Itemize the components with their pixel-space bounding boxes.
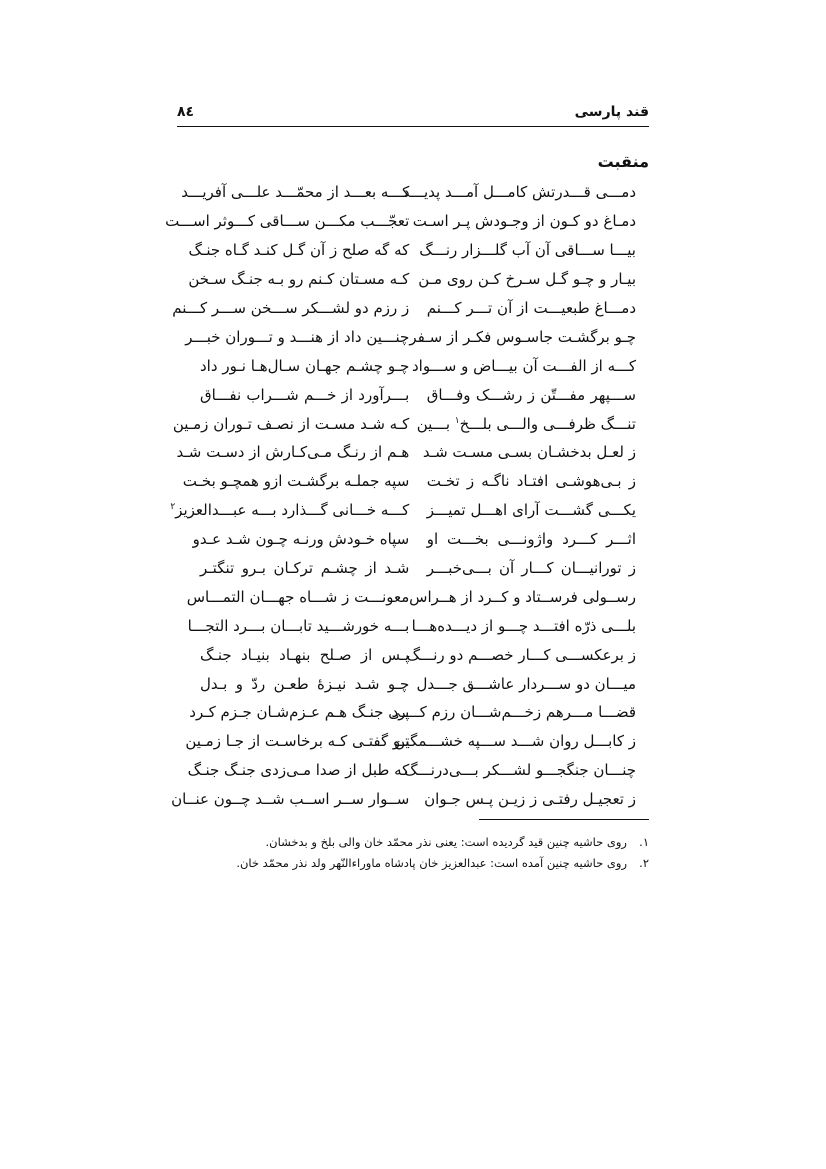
beyt [187,611,636,640]
hemistich-left [172,299,410,317]
hemistich-text: ز تورانیـــان کـــار آن بـــی‌خبـــر [426,559,636,578]
hemistich-text: کـه مسـتان کـنم رو بـه جنـگ سـخن [188,270,410,289]
hemistich-left [200,675,409,693]
footnote-number: ۱. [639,835,649,849]
hemistich-right [412,212,636,231]
hemistich-right [422,443,636,462]
hemistich-text: دمـــاغ طبعیـــت از آن تـــر کـــنم [426,299,636,317]
hemistich-text: ز رزم دو لشـــکر ســـخن ســـر کـــنم [172,299,410,317]
hemistich-text: دمـاغ دو کـون از وجـودش پـر اسـت [412,212,636,231]
beyt [181,178,636,207]
hemistich-right [427,299,636,317]
hemistich-left [165,212,410,231]
hemistich-left [171,790,410,809]
hemistich-text: معونـــت ز شـــاه جهـــان التمـــاس [186,587,410,606]
beyt [200,554,636,583]
beyt [192,525,636,554]
beyt [186,582,636,611]
beyt [176,438,636,467]
hemistich-left [185,327,410,346]
beyt [188,265,636,294]
hemistich-text: بـــه خورشـــید تابـــان بـــرد التجـــا [187,616,410,635]
footnote-separator [479,819,649,820]
hemistich-text: که طبل از صدا مـی‌زدی جنـگ جنـگ [187,761,410,780]
footnote-number: ۲. [639,856,649,870]
hemistich-text: یکـــی گشـــت آرای اهـــل تمیـــز [426,501,636,520]
beyt [187,756,636,785]
hemistich-text: که گه صلح ز آن گـل کنـد گـاه جنـگ [188,241,410,260]
hemistich-right [394,732,636,751]
hemistich-left [176,443,410,462]
hemistich-right [427,386,636,404]
hemistich-right [412,356,636,375]
hemistich-right [411,616,636,635]
hemistich-left [200,559,409,577]
hemistich-right [416,674,636,693]
beyt [170,496,636,525]
hemistich-text: ز تعجیـل رفتـی ز زیـن پـس جـوان [424,790,636,809]
hemistich-right [427,472,636,490]
footnote-text: روی حاشیه چنین قید گردیده است: یعنی نذر محمّد خان والی بلخ و بدخشان. [265,835,627,849]
footnote-marker: ۲ [170,502,176,513]
hemistich-text: بیـار و چـو گـل سـرخ کـن روی مـن [418,270,636,289]
beyt [200,669,636,698]
hemistich-text: اثـــر کـــرد واژونـــی بخـــت او [426,530,636,549]
hemistich-right [409,587,636,606]
hemistich-text: ز برعکســـی کـــار خصـــم دو رنـــگ [406,645,636,664]
hemistich-right [404,761,636,780]
hemistich-text: پـی جنـگ هـم عـزم‌شـان جـزم کـرد [189,703,410,722]
hemistich-left [192,530,410,549]
hemistich-left [200,386,409,404]
hemistich-left [200,646,409,664]
beyt [200,351,636,380]
footnote-text: روی حاشیه چنین آمده است: عبدالعزیز خان پادشاه ماوراءالنّهر ولد نذر محمّد خان. [236,856,627,870]
footnotes [177,832,649,874]
hemistich-left [186,587,410,606]
footnote-marker: ۱ [454,415,460,426]
hemistich-text: ز کابـــل روان شـــد ســـپه خشـــمگین [394,732,636,751]
hemistich-text: بلـــی ذرّه افتـــد چـــو از دیـــده‌هـــا [411,616,636,635]
hemistich-text: ز بـی‌هوشـی افتـاد ناگـه ز تخـت [426,472,636,491]
hemistich-text: چـو شـد نیـزهٔ طعـن ردّ و بـدل [200,674,410,693]
page-number: ۸٤ [177,104,195,120]
beyt [172,294,636,323]
hemistich-text: پـس از صـلح بنهـاد بنیـاد جنـگ [200,645,410,664]
page-header [177,104,649,124]
hemistich-left [189,703,410,722]
hemistich-right [406,645,636,664]
hemistich-text: دمـــی قـــدرتش کامـــل آمـــد پدیـــد [402,183,636,202]
footnote [177,853,649,874]
hemistich-left [188,270,410,289]
beyt [165,207,636,236]
poem [165,178,636,814]
hemistich-text: ســـپهر مفـــتّن ز رشـــک وفـــاق [426,385,636,404]
hemistich-text: میـــان دو ســـردار عاشـــق جـــدل [416,674,636,693]
hemistich-text: سپه جملـه برگشـت ازو همچـو بخـت [182,472,410,491]
running-title: قند پارسی [574,104,649,120]
hemistich-right [427,501,636,519]
header-rule [177,126,649,127]
hemistich-text: کـــه بعـــد از محمّـــد علـــی آفریـــد [181,183,410,202]
hemistich-text: رســولی فرســتاد و کــرد از هــراس [409,587,636,606]
hemistich-right [409,327,636,346]
hemistich-text: ز لعـل بدخشـان بسـی مسـت شـد [422,443,636,462]
hemistich-text: ســوار ســر اســب شــد چــون عنــان [171,790,410,809]
hemistich-text: شـد از چشـم ترکـان بـرو تنگتـر [200,559,410,578]
footnote [177,832,649,853]
hemistich-text: قضـــا مـــرهم زخـــم‌شـــان رزم کـــرد [391,703,636,722]
beyt [189,698,636,727]
beyt [182,467,636,496]
hemistich-text: کـــه خـــانی گـــذارد بـــه عبـــدالعزیز [175,501,410,520]
beyt [188,236,636,265]
hemistich-left [200,357,409,375]
hemistich-text: کـــه از الفـــت آن بیـــاض و ســـواد [412,356,636,375]
beyt [200,640,636,669]
hemistich-text: تـو گفتـی کـه برخاسـت از جـا زمـین [185,732,410,751]
hemistich-text: چنـــان جنگجـــو لشـــکر بـــی‌درنـــگ [404,761,636,780]
hemistich-text: چـو چشـم جهـان سـال‌هـا نـور داد [200,356,410,375]
hemistich-text: بیـــا ســـاقی آن آب گلـــزار رنـــگ [419,241,636,260]
hemistich-right [391,703,636,722]
hemistich-right [427,530,636,548]
hemistich-text: هـم از رنـگ مـی‌کـارش از دسـت شـد [176,443,410,462]
hemistich-left [187,616,410,635]
hemistich-text: کـه شـد مسـت از نصـف تـوران زمـین [172,414,410,433]
hemistich-text: تنـــگ ظرفـــی والـــی بلـــخ [459,414,636,433]
hemistich-right [402,183,636,202]
hemistich-left [172,414,410,433]
hemistich-text: بـــرآورد از خـــم شـــراب نفـــاق [200,385,410,404]
hemistich-left [182,472,410,491]
beyt [172,409,636,438]
hemistich-left [187,761,410,780]
beyt [171,785,636,814]
hemistich-right [418,270,636,289]
hemistich-right [419,241,636,260]
hemistich-text-end: بـــین [416,414,455,433]
beyt [185,322,636,351]
hemistich-left [188,241,410,260]
hemistich-text: چنـــین داد از هنـــد و تـــوران خبـــر [185,327,410,346]
hemistich-left [181,183,410,202]
hemistich-left [185,732,410,751]
hemistich-right [427,559,636,577]
beyt [200,380,636,409]
hemistich-text: تعجّـــب مکـــن ســـاقی کـــوثر اســـت [165,212,410,231]
hemistich-text: سپاه خـودش ورنـه چـون شـد عـدو [192,530,410,549]
section-title: منقبت [597,152,649,171]
hemistich-text: چـو برگشـت جاسـوس فکـر از سـفر [409,327,636,346]
hemistich-right [424,790,636,809]
beyt [185,727,636,756]
hemistich-left [170,501,410,520]
hemistich-right [416,414,636,433]
